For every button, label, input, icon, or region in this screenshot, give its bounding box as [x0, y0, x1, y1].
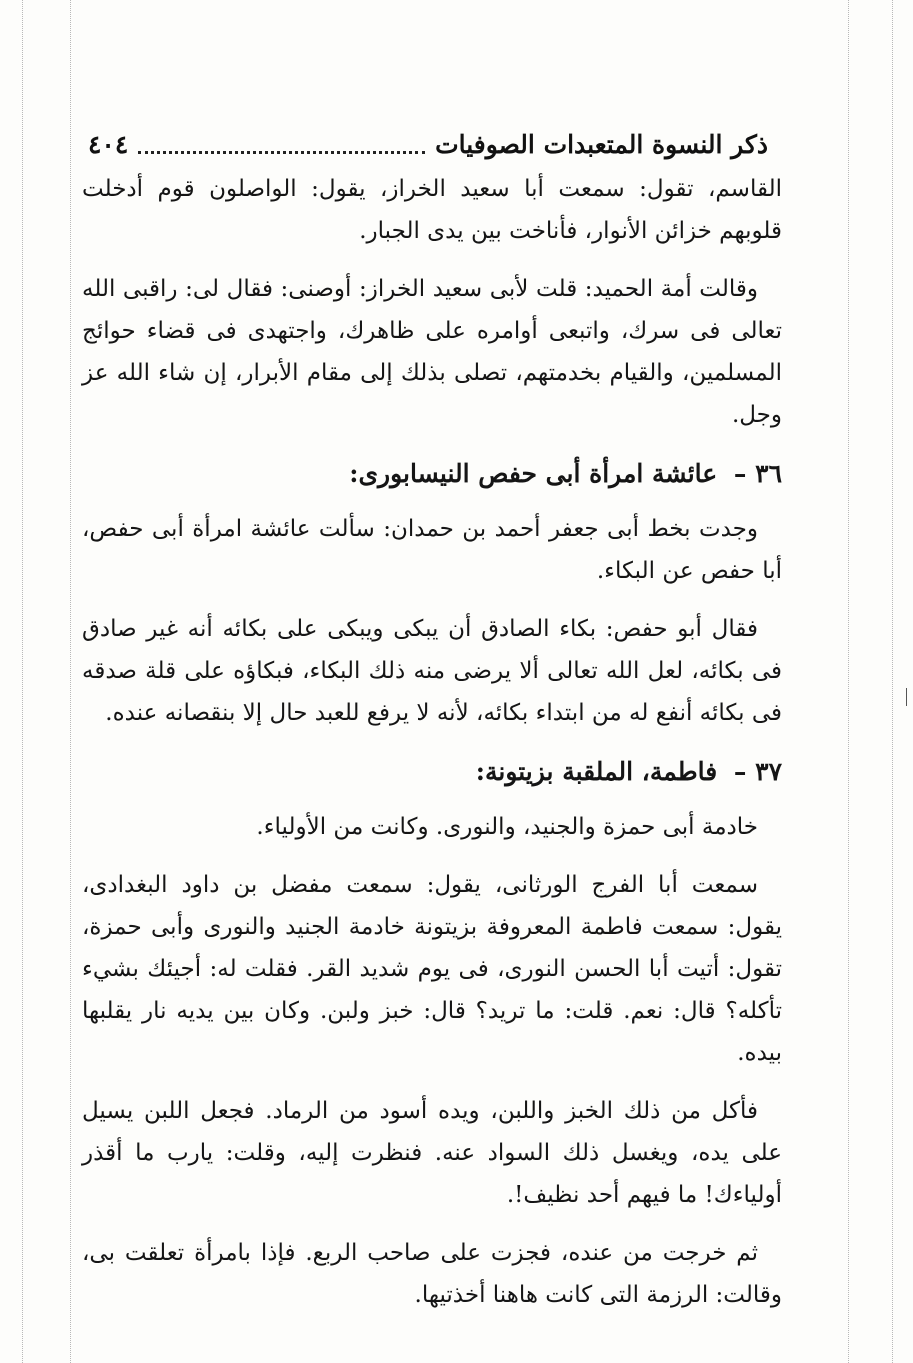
paragraph: القاسم، تقول: سمعت أبا سعيد الخراز، يقول: الواصلون قوم أدخلت قلوبهم خزائن الأنوار، فأناخت بين يدى الجبار. — [82, 176, 782, 244]
page-number: ٤٠٤ — [88, 129, 129, 159]
paragraph: سمعت أبا الفرج الورثانى، يقول: سمعت مفضل بن داود البغدادى، يقول: سمعت فاطمة المعروفة بزيتونة خادمة الجنيد والنورى وأبى حمزة، تقول: أتيت أبا الحسن النورى، فى يوم شديد القر. فقلت له: أجيئك بشيء تأكله؟ قال: نعم. قلت: ما تريد؟ قال: خبز ولبن. وكان بين يديه نار يقلبها بيده. — [82, 872, 782, 1066]
page-edge-line — [892, 0, 893, 1363]
page-edge-line — [70, 0, 71, 1363]
header-dotted-leader — [138, 151, 425, 154]
section-number: ٣٦ – — [733, 459, 782, 488]
section-title: فاطمة، الملقبة بزيتونة: — [475, 757, 718, 786]
section-number: ٣٧ – — [733, 757, 782, 786]
paragraph: وقالت أمة الحميد: قلت لأبى سعيد الخراز: أوصنى: فقال لى: راقبى الله تعالى فى سرك، واتبعى أوامره على ظاهرك، واجتهدى فى قضاء حوائج المسلمين، والقيام بخدمتهم، تصلى بذلك إلى مقام الأبرار، إن شاء الله عز وجل. — [82, 276, 782, 428]
page-edge-line — [848, 0, 849, 1363]
page-body — [82, 168, 782, 1332]
running-header — [88, 122, 768, 166]
paragraph: ثم خرجت من عنده، فجزت على صاحب الربع. فإذا بامرأة تعلقت بى، وقالت: الرزمة التى كانت هاهنا أخذتيها. — [82, 1240, 782, 1308]
paragraph: خادمة أبى حمزة والجنيد، والنورى. وكانت من الأولياء. — [256, 814, 758, 840]
section-title: عائشة امرأة أبى حفص النيسابورى: — [349, 459, 718, 488]
section-heading-36 — [82, 452, 782, 496]
section-heading-37 — [82, 750, 782, 794]
scan-mark — [906, 688, 907, 706]
paragraph: وجدت بخط أبى جعفر أحمد بن حمدان: سألت عائشة امرأة أبى حفص، أبا حفص عن البكاء. — [82, 516, 782, 584]
paragraph: فأكل من ذلك الخبز واللبن، ويده أسود من الرماد. فجعل اللبن يسيل على يده، ويغسل ذلك السواد عنه. فنظرت إليه، وقلت: يارب ما أقذر أولياءك! ما فيهم أحد نظيف!. — [82, 1098, 782, 1208]
page-edge-line — [22, 0, 23, 1363]
running-header-title: ذكر النسوة المتعبدات الصوفيات — [435, 129, 768, 159]
paragraph: فقال أبو حفص: بكاء الصادق أن يبكى ويبكى على بكائه أنه غير صادق فى بكائه، لعل الله تعالى ألا يرضى منه ذلك البكاء، فبكاؤه على قلة صدقه فى بكائه أنفع له من ابتداء بكائه، لأنه لا يرفع للعبد حال إلا بنقصانه عنده. — [82, 616, 782, 726]
